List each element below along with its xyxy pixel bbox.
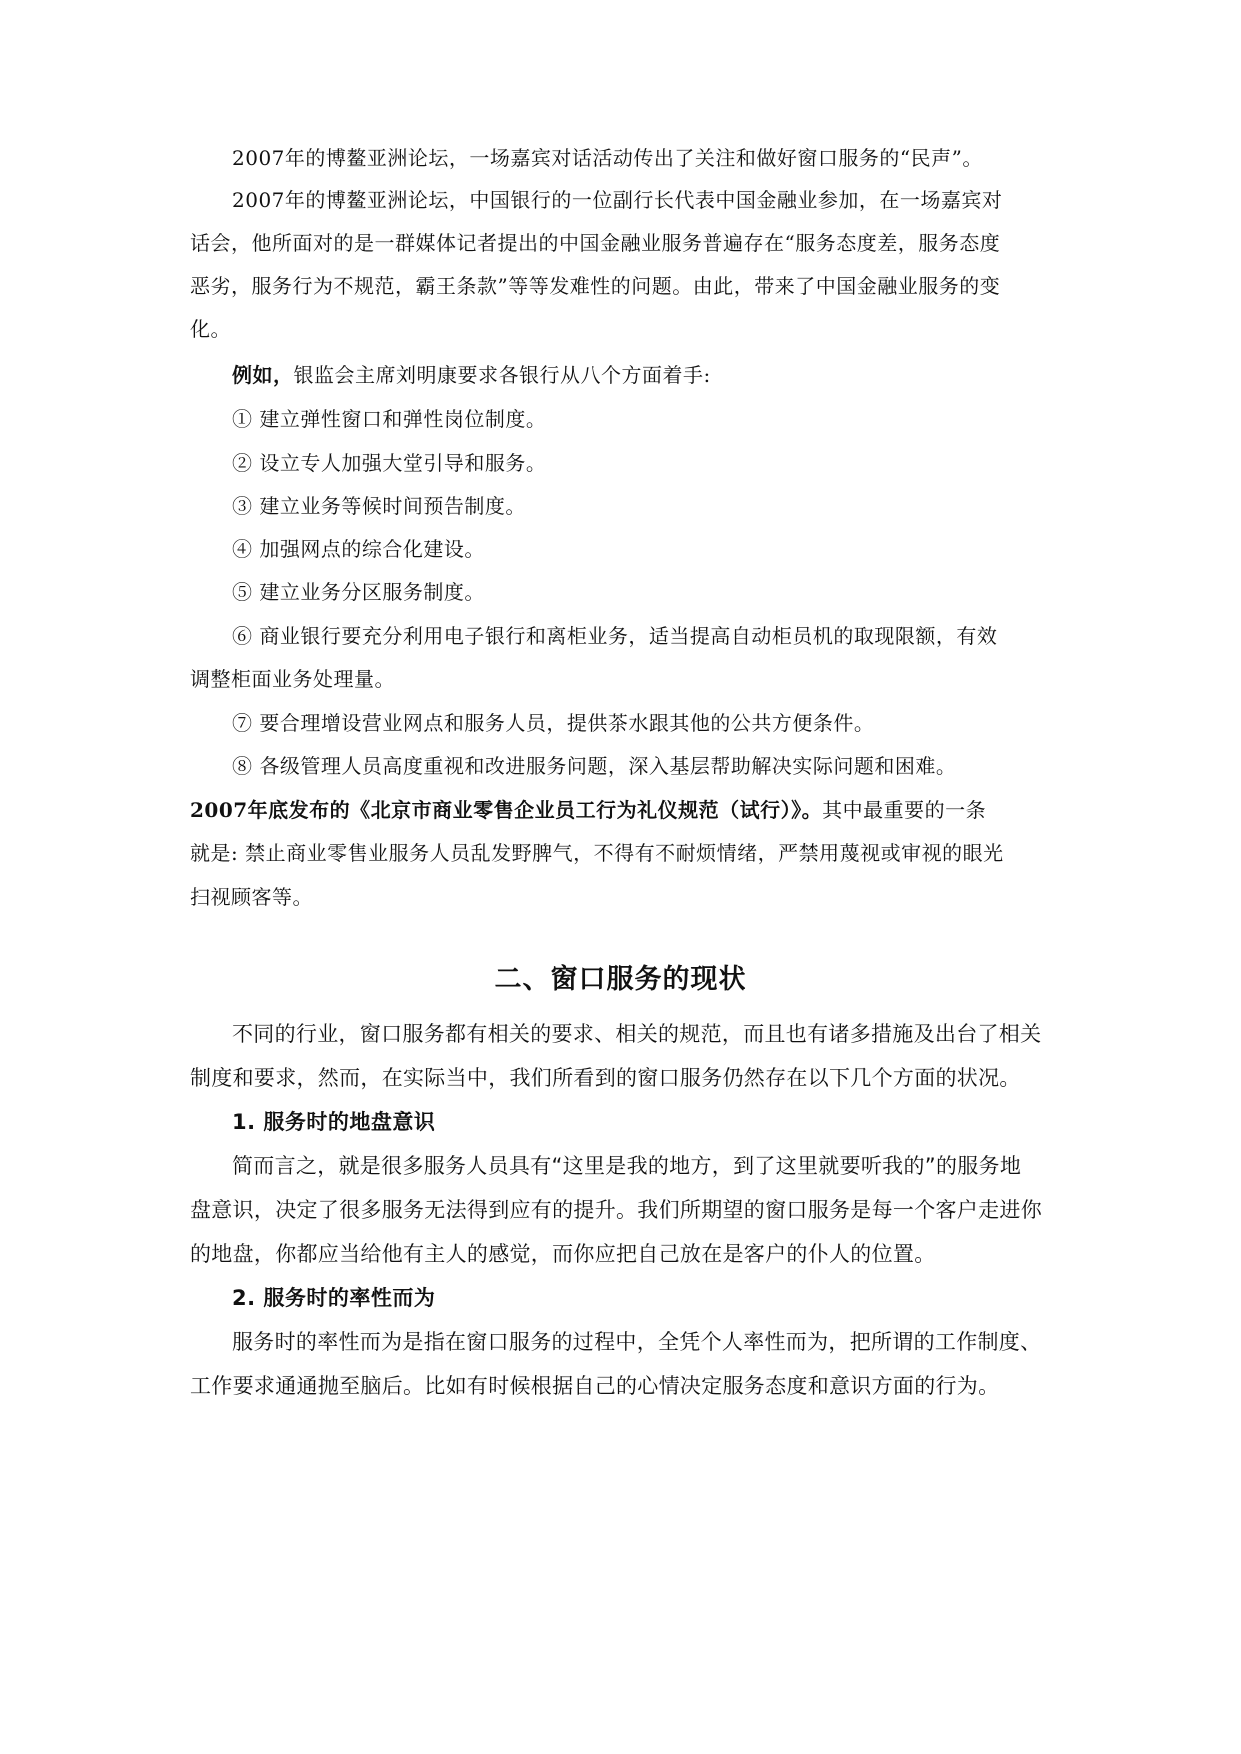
regulation-text: 其中最重要的一条 bbox=[822, 798, 987, 822]
list-item: ② 设立专人加强大堂引导和服务。 bbox=[232, 451, 547, 475]
example-intro bbox=[232, 361, 1112, 389]
regulation-paragraph-line: 扫视顾客等。 bbox=[190, 885, 313, 909]
subsection-paragraph-line: 工作要求通通抛至脑后。比如有时候根据自己的心情决定服务态度和意识方面的行为。 bbox=[190, 1374, 1000, 1398]
list-item: ④ 加强网点的综合化建设。 bbox=[232, 537, 485, 561]
regulation-title: 2007年底发布的《北京市商业零售企业员工行为礼仪规范（试行）》。 bbox=[190, 798, 823, 822]
list-item: ⑦ 要合理增设营业网点和服务人员，提供茶水跟其他的公共方便条件。 bbox=[232, 711, 875, 735]
list-item: ⑧ 各级管理人员高度重视和改进服务问题，深入基层帮助解决实际问题和困难。 bbox=[232, 754, 957, 778]
paragraph-forum-intro: 2007年的博鳌亚洲论坛，一场嘉宾对话活动传出了关注和做好窗口服务的“民声”。 bbox=[232, 146, 983, 170]
list-item: ⑥ 商业银行要充分利用电子银行和离柜业务，适当提高自动柜员机的取现限额，有效 bbox=[232, 624, 998, 648]
subsection-title: 2. 服务时的率性而为 bbox=[232, 1286, 436, 1310]
list-item-continuation: 调整柜面业务处理量。 bbox=[190, 667, 395, 691]
list-item: ③ 建立业务等候时间预告制度。 bbox=[232, 494, 526, 518]
regulation-paragraph bbox=[190, 796, 1070, 824]
paragraph-forum-detail-line: 化。 bbox=[190, 317, 231, 341]
regulation-paragraph-line: 就是: 禁止商业零售业服务人员乱发野脾气，不得有不耐烦情绪，严禁用蔑视或审视的眼光 bbox=[190, 841, 1004, 865]
subsection-paragraph-line: 简而言之，就是很多服务人员具有“这里是我的地方，到了这里就要听我的”的服务地 bbox=[232, 1154, 1022, 1178]
example-rest: 银监会主席刘明康要求各银行从八个方面着手: bbox=[293, 363, 711, 387]
section-heading: 二、窗口服务的现状 bbox=[494, 964, 747, 995]
paragraph-forum-detail-line: 恶劣，服务行为不规范，霸王条款”等等发难性的问题。由此，带来了中国金融业服务的变 bbox=[190, 274, 1001, 298]
section-intro-line: 制度和要求，然而，在实际当中，我们所看到的窗口服务仍然存在以下几个方面的状况。 bbox=[190, 1066, 1021, 1090]
example-lead: 例如， bbox=[232, 363, 294, 387]
subsection-paragraph-line: 服务时的率性而为是指在窗口服务的过程中，全凭个人率性而为，把所谓的工作制度、 bbox=[232, 1330, 1042, 1354]
subsection-title: 1. 服务时的地盘意识 bbox=[232, 1110, 436, 1134]
list-item: ① 建立弹性窗口和弹性岗位制度。 bbox=[232, 407, 547, 431]
paragraph-forum-detail-line: 话会，他所面对的是一群媒体记者提出的中国金融业服务普遍存在“服务态度差，服务态度 bbox=[190, 231, 1001, 255]
subsection-paragraph-line: 的地盘，你都应当给他有主人的感觉，而你应把自己放在是客户的仆人的位置。 bbox=[190, 1242, 936, 1266]
list-item: ⑤ 建立业务分区服务制度。 bbox=[232, 580, 485, 604]
section-intro-line: 不同的行业，窗口服务都有相关的要求、相关的规范，而且也有诸多措施及出台了相关 bbox=[232, 1022, 1042, 1046]
paragraph-forum-detail-line: 2007年的博鳌亚洲论坛，中国银行的一位副行长代表中国金融业参加，在一场嘉宾对 bbox=[232, 188, 1003, 212]
subsection-paragraph-line: 盘意识，决定了很多服务无法得到应有的提升。我们所期望的窗口服务是每一个客户走进你 bbox=[190, 1198, 1042, 1222]
